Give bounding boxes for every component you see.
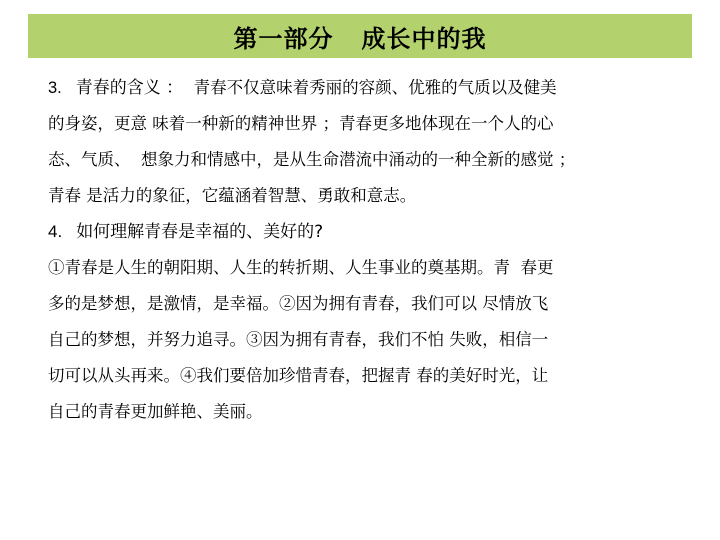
section-4-number: 4. xyxy=(48,222,63,241)
section-4-text-line: 多的是梦想，是激情，是幸福。②因为拥有青春，我们可以 尽情放飞 xyxy=(48,294,549,313)
page-title: 第一部分 成长中的我 xyxy=(233,23,487,53)
section-4-text-line: 切可以从头再来。④我们要倍加珍惜青春，把握青 春的美好时光，让 xyxy=(48,366,549,385)
section-3-text-line: 青春 是活力的象征，它蕴涵着智慧、勇敢和意志。 xyxy=(48,186,417,205)
section-4-text-line: ①青春是人生的朝阳期、人生的转折期、人生事业的奠基期。青 春更 xyxy=(48,258,554,277)
section-3-text-line: 青春不仅意味着秀丽的容颜、优雅的气质以及健美 xyxy=(183,78,557,97)
title-banner xyxy=(28,14,692,58)
section-4-heading: 如何理解青春是幸福的、美好的? xyxy=(76,222,324,242)
section-3-number: 3. xyxy=(48,79,62,97)
section-4-text-line: 自己的梦想，并努力追寻。③因为拥有青春，我们不怕 失败，相信一 xyxy=(48,330,549,349)
section-3-first-line xyxy=(48,70,688,106)
section-3-label: 青春的含义 ： xyxy=(75,78,184,98)
section-4-text-line: 自己的青春更加鲜艳、美丽。 xyxy=(48,402,263,421)
content-body xyxy=(48,70,688,430)
section-3-text-line: 态、气质、 想象力和情感中，是从生命潜流中涌动的一种全新的感觉 ； xyxy=(48,150,576,169)
section-3-text-line: 的身姿，更意 味着一种新的精神世界 ；青春更多地体现在一个人的心 xyxy=(48,114,554,133)
section-4-heading-line xyxy=(48,214,688,250)
